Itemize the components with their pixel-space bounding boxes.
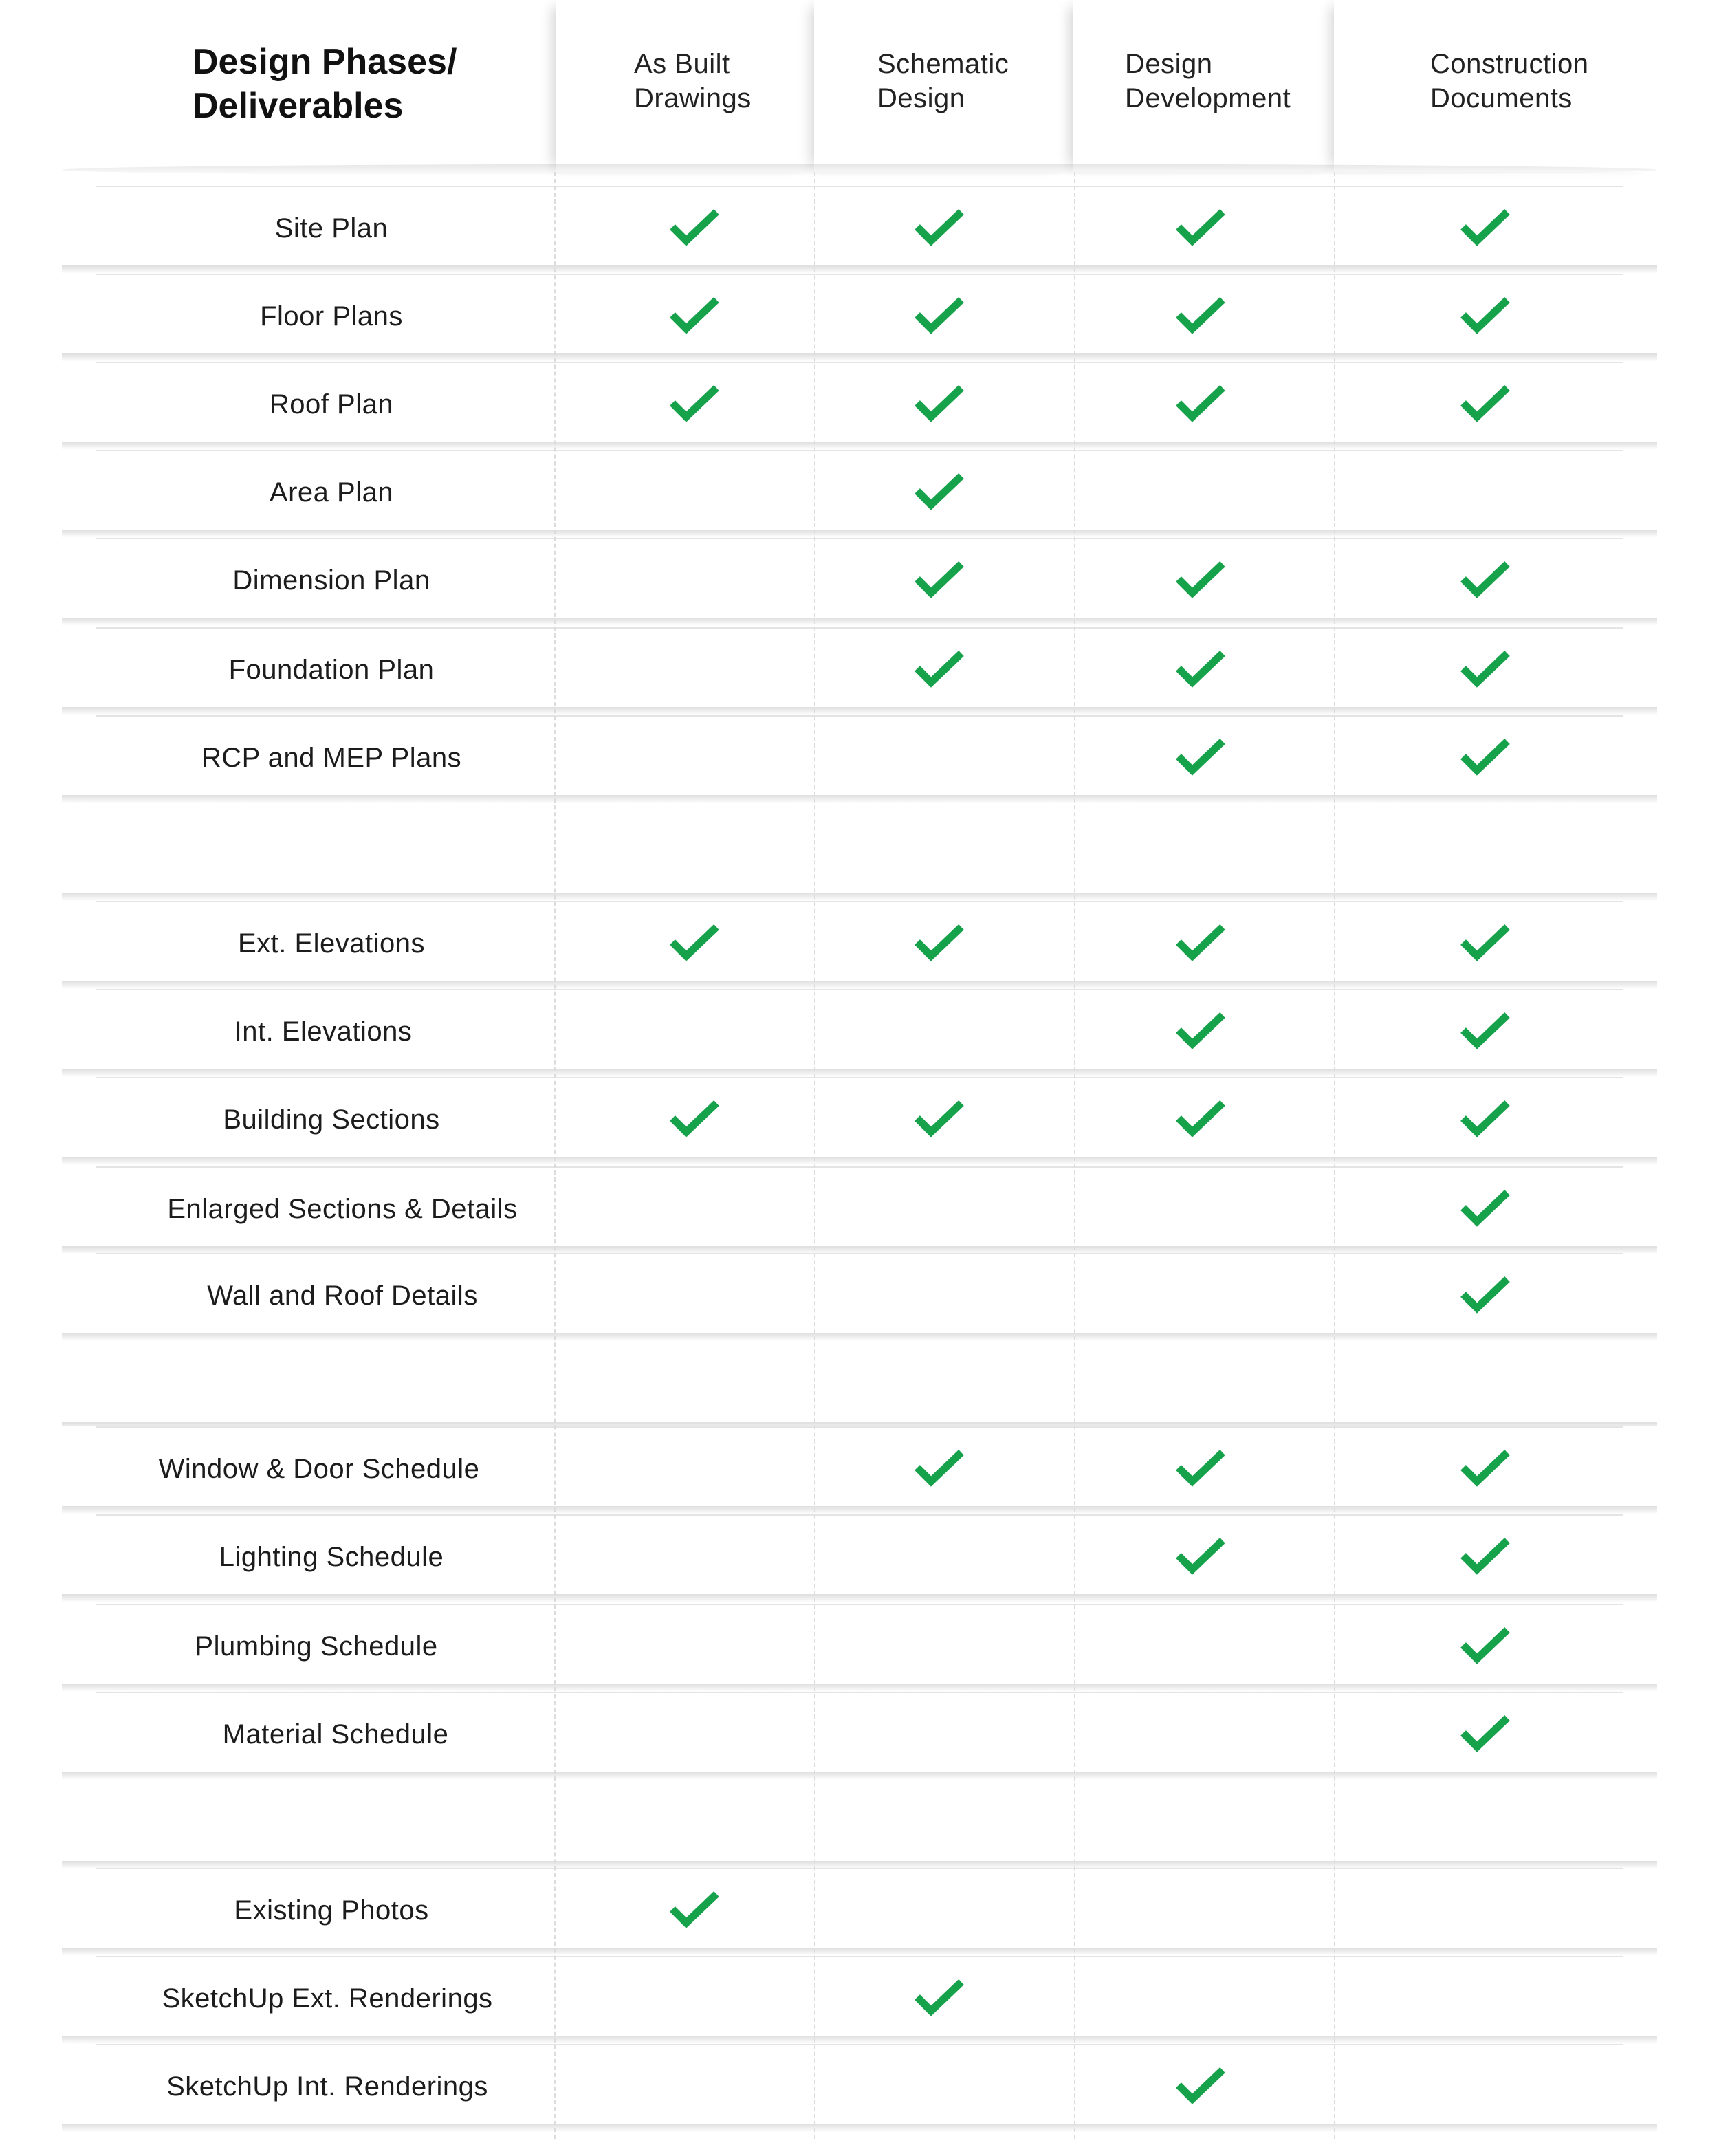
row-divider [96, 274, 1623, 275]
checkmark-icon [1459, 558, 1511, 600]
row-shadow [62, 1948, 1657, 1956]
table-row [62, 2044, 1657, 2125]
column-header-construction-documents [1334, 0, 1657, 172]
row-divider [96, 362, 1623, 363]
checkmark-icon [913, 648, 965, 689]
row-divider [96, 989, 1623, 990]
checkmark-icon [1174, 1098, 1227, 1139]
row-divider [96, 450, 1623, 451]
checkmark-icon [913, 1977, 965, 2018]
row-label: Foundation Plan [228, 655, 435, 685]
checkmark-icon [913, 206, 965, 248]
row-label: Wall and Roof Details [207, 1281, 478, 1311]
checkmark-icon [1459, 1447, 1511, 1488]
checkmark-icon [1459, 294, 1511, 336]
checkmark-icon [1459, 206, 1511, 248]
group-separator [62, 1780, 1657, 1862]
table-row [62, 1956, 1657, 2037]
checkmark-icon [1459, 1098, 1511, 1139]
row-label: Plumbing Schedule [195, 1631, 438, 1662]
checkmark-icon [668, 206, 721, 248]
row-label: Area Plan [269, 477, 394, 508]
row-label: Int. Elevations [234, 1016, 413, 1047]
table-row [62, 1077, 1657, 1158]
row-label: Enlarged Sections & Details [167, 1194, 518, 1224]
checkmark-icon [1459, 1624, 1511, 1666]
table-title: Design Phases/ Deliverables [193, 42, 457, 126]
checkmark-icon [913, 922, 965, 963]
checkmark-icon [1459, 382, 1511, 424]
checkmark-icon [668, 294, 721, 336]
checkmark-icon [1459, 1712, 1511, 1754]
row-shadow [62, 442, 1657, 450]
row-label: Floor Plans [260, 301, 403, 331]
table-row [62, 274, 1657, 355]
checkmark-icon [913, 1447, 965, 1488]
row-shadow [62, 795, 1657, 803]
table-row [62, 1253, 1657, 1334]
row-divider [96, 186, 1623, 187]
row-divider [96, 901, 1623, 902]
row-label: Window & Door Schedule [158, 1454, 480, 1484]
row-divider [96, 627, 1623, 629]
checkmark-icon [1174, 382, 1227, 424]
row-divider [96, 1166, 1623, 1168]
row-shadow [62, 2124, 1657, 2132]
header-divider [62, 164, 1657, 176]
checkmark-icon [913, 294, 965, 336]
checkmark-icon [668, 1888, 721, 1930]
checkmark-icon [668, 922, 721, 963]
row-shadow [62, 1772, 1657, 1780]
checkmark-icon [1174, 558, 1227, 600]
table-row [62, 1868, 1657, 1949]
table-row [62, 1166, 1657, 1248]
column-divider [554, 172, 556, 2139]
table-row [62, 1514, 1657, 1596]
row-label: RCP and MEP Plans [201, 743, 462, 773]
table-row [62, 1604, 1657, 1685]
column-header-design-development [1073, 0, 1334, 172]
group-separator [62, 812, 1657, 894]
column-divider [1334, 172, 1335, 2139]
row-label: Dimension Plan [232, 565, 430, 596]
row-shadow [62, 1333, 1657, 1341]
row-divider [96, 1077, 1623, 1078]
checkmark-icon [1174, 294, 1227, 336]
table-row [62, 1426, 1657, 1507]
checkmark-icon [1174, 648, 1227, 689]
table-row [62, 901, 1657, 982]
row-shadow [62, 2036, 1657, 2044]
checkmark-icon [1459, 736, 1511, 777]
row-label: SketchUp Int. Renderings [166, 2071, 488, 2102]
table-row [62, 989, 1657, 1070]
column-divider [814, 172, 815, 2139]
row-divider [96, 715, 1623, 717]
row-divider [96, 1692, 1623, 1693]
row-shadow [62, 1069, 1657, 1077]
checkmark-icon [1174, 1010, 1227, 1051]
table-row [62, 715, 1657, 796]
row-divider [96, 1604, 1623, 1605]
row-shadow [62, 1684, 1657, 1692]
table-row [62, 1692, 1657, 1773]
group-separator [62, 1341, 1657, 1424]
row-shadow [62, 530, 1657, 538]
checkmark-icon [913, 382, 965, 424]
checkmark-icon [1174, 1447, 1227, 1488]
row-shadow [62, 1594, 1657, 1602]
row-divider [96, 1426, 1623, 1428]
checkmark-icon [1459, 1274, 1511, 1315]
row-label: Lighting Schedule [219, 1542, 444, 1572]
checkmark-icon [1459, 1187, 1511, 1228]
column-header-label: As Built Drawings [634, 49, 752, 113]
checkmark-icon [913, 470, 965, 512]
checkmark-icon [1459, 922, 1511, 963]
column-header-schematic [814, 0, 1073, 172]
column-divider [1074, 172, 1075, 2139]
row-divider [96, 2044, 1623, 2045]
row-divider [96, 538, 1623, 539]
row-label: Roof Plan [269, 389, 394, 420]
checkmark-icon [1174, 2065, 1227, 2106]
checkmark-icon [1174, 1535, 1227, 1576]
row-shadow [62, 265, 1657, 274]
table-row [62, 186, 1657, 267]
row-shadow [62, 981, 1657, 989]
row-shadow [62, 1157, 1657, 1165]
row-shadow [62, 893, 1657, 901]
row-label: Building Sections [223, 1104, 440, 1135]
row-label: SketchUp Ext. Renderings [162, 1983, 493, 2014]
row-label: Material Schedule [222, 1719, 449, 1750]
row-shadow [62, 618, 1657, 626]
row-label: Ext. Elevations [237, 928, 426, 959]
table-row [62, 538, 1657, 619]
row-shadow [62, 353, 1657, 362]
row-label: Existing Photos [234, 1895, 429, 1926]
column-header-label: Construction Documents [1430, 49, 1589, 113]
checkmark-icon [1174, 922, 1227, 963]
column-header-label: Design Development [1125, 49, 1291, 113]
checkmark-icon [913, 558, 965, 600]
checkmark-icon [668, 1098, 721, 1139]
checkmark-icon [668, 382, 721, 424]
column-header-as-built [556, 0, 814, 172]
checkmark-icon [913, 1098, 965, 1139]
row-divider [96, 1868, 1623, 1869]
checkmark-icon [1459, 1535, 1511, 1576]
checkmark-icon [1174, 206, 1227, 248]
table-row [62, 627, 1657, 708]
row-shadow [62, 1506, 1657, 1514]
table-row [62, 450, 1657, 531]
column-header-label: Schematic Design [877, 49, 1009, 113]
checkmark-icon [1174, 736, 1227, 777]
row-divider [96, 1514, 1623, 1516]
row-shadow [62, 707, 1657, 715]
row-label: Site Plan [274, 213, 388, 243]
checkmark-icon [1459, 1010, 1511, 1051]
row-divider [96, 1253, 1623, 1254]
row-divider [96, 1956, 1623, 1957]
checkmark-icon [1459, 648, 1511, 689]
table-row [62, 362, 1657, 443]
